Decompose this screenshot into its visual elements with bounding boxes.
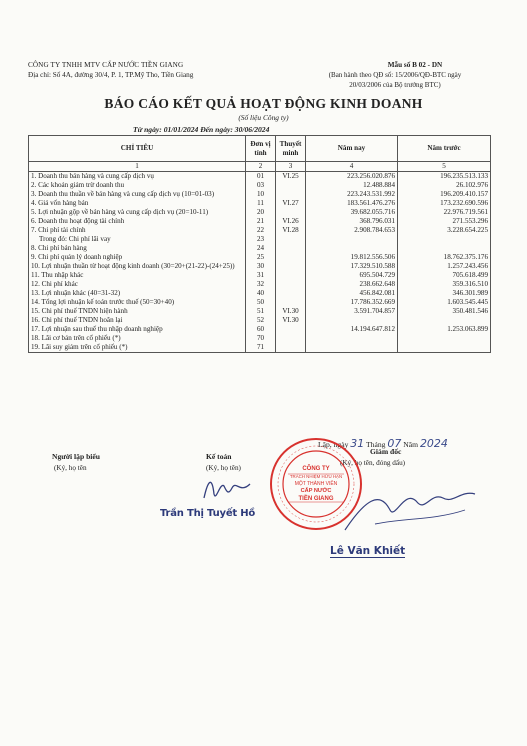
company-name: CÔNG TY TNHH MTV CẤP NƯỚC TIỀN GIANG [28, 61, 184, 69]
header-this-year: Năm nay [306, 136, 398, 162]
row-item: 15. Chi phí thuế TNDN hiện hành [29, 307, 246, 316]
row-this-year: 14.194.647.812 [306, 325, 398, 334]
row-last-year: 346.301.989 [398, 289, 491, 298]
table-row [29, 298, 491, 307]
date-year: 2024 [419, 437, 448, 450]
accountant-signature [198, 472, 258, 506]
date-month: 07 [387, 437, 402, 450]
index-cell: 4 [306, 162, 398, 172]
row-last-year: 1.253.063.899 [398, 325, 491, 334]
row-last-year: 271.553.296 [398, 217, 491, 226]
header-last-year: Năm trước [398, 136, 491, 162]
row-note [276, 190, 306, 199]
row-item: 1. Doanh thu bán hàng và cung cấp dịch vụ [29, 172, 246, 182]
row-note [276, 271, 306, 280]
svg-text:CẤP NƯỚC: CẤP NƯỚC [300, 488, 332, 494]
company-seal-stamp [268, 436, 364, 532]
table-row [29, 208, 491, 217]
svg-text:CÔNG TY: CÔNG TY [302, 466, 330, 472]
index-cell: 1 [29, 162, 246, 172]
row-code: 24 [246, 244, 276, 253]
header-item: CHỈ TIÊU [29, 136, 246, 162]
index-cell: 3 [276, 162, 306, 172]
director-note: (Ký, họ tên, đóng dấu) [340, 459, 406, 467]
row-last-year [398, 316, 491, 325]
row-note: VI.30 [276, 316, 306, 325]
row-code: 40 [246, 289, 276, 298]
row-code: 51 [246, 307, 276, 316]
table-row [29, 334, 491, 343]
row-code: 70 [246, 334, 276, 343]
row-item: 9. Chi phí quản lý doanh nghiệp [29, 253, 246, 262]
row-item: 17. Lợi nhuận sau thuế thu nhập doanh nghiệp [29, 325, 246, 334]
date-day: 31 [350, 437, 365, 450]
row-note: VI.27 [276, 199, 306, 208]
row-item: 10. Lợi nhuận thuần từ hoạt động kinh doanh (30=20+(21-22)-(24+25)) [29, 262, 246, 271]
row-note [276, 181, 306, 190]
svg-text:MỘT THÀNH VIÊN: MỘT THÀNH VIÊN [294, 481, 338, 487]
table-row [29, 343, 491, 353]
table-row [29, 235, 491, 244]
row-this-year: 17.786.352.669 [306, 298, 398, 307]
row-note: VI.26 [276, 217, 306, 226]
row-this-year: 39.682.055.716 [306, 208, 398, 217]
row-item: 3. Doanh thu thuần về bán hàng và cung cấp dịch vụ (10=01-03) [29, 190, 246, 199]
row-last-year [398, 244, 491, 253]
row-item: 16. Chi phí thuế TNDN hoãn lại [29, 316, 246, 325]
table-row [29, 325, 491, 334]
row-code: 71 [246, 343, 276, 353]
column-index-row [29, 162, 491, 172]
row-item: 13. Lợi nhuận khác (40=31-32) [29, 289, 246, 298]
svg-text:TRÁCH NHIỆM HỮU HẠN: TRÁCH NHIỆM HỮU HẠN [289, 474, 343, 479]
report-period: Từ ngày: 01/01/2024 Đến ngày: 30/06/2024 [133, 125, 270, 134]
row-item: 19. Lãi suy giảm trên cổ phiếu (*) [29, 343, 246, 353]
row-last-year: 359.316.510 [398, 280, 491, 289]
table-row [29, 271, 491, 280]
row-this-year [306, 316, 398, 325]
table-row [29, 199, 491, 208]
row-last-year: 705.618.499 [398, 271, 491, 280]
row-code: 30 [246, 262, 276, 271]
row-item: 14. Tổng lợi nhuận kế toán trước thuế (50=30+40) [29, 298, 246, 307]
row-this-year: 456.842.081 [306, 289, 398, 298]
row-last-year: 196.235.513.133 [398, 172, 491, 182]
row-this-year: 17.329.510.588 [306, 262, 398, 271]
row-last-year: 1.257.243.456 [398, 262, 491, 271]
row-note [276, 325, 306, 334]
row-code: 11 [246, 199, 276, 208]
row-this-year: 238.662.648 [306, 280, 398, 289]
index-cell: 2 [246, 162, 276, 172]
row-item: 8. Chi phí bán hàng [29, 244, 246, 253]
row-item: Trong đó: Chi phí lãi vay [29, 235, 246, 244]
year-label: Năm [403, 440, 419, 449]
row-last-year: 350.481.546 [398, 307, 491, 316]
income-statement-table [28, 135, 491, 353]
table-row [29, 262, 491, 271]
row-last-year: 3.228.654.225 [398, 226, 491, 235]
row-item: 12. Chi phí khác [29, 280, 246, 289]
row-code: 31 [246, 271, 276, 280]
row-this-year: 12.488.884 [306, 181, 398, 190]
row-code: 50 [246, 298, 276, 307]
row-note [276, 289, 306, 298]
form-regulation-note: (Ban hành theo QĐ số: 15/2006/QĐ-BTC ngày [328, 71, 462, 79]
director-label: Giám đốc [370, 447, 402, 456]
row-code: 23 [246, 235, 276, 244]
row-code: 20 [246, 208, 276, 217]
table-row [29, 253, 491, 262]
row-this-year: 2.908.784.653 [306, 226, 398, 235]
row-note [276, 334, 306, 343]
row-item: 6. Doanh thu hoạt động tài chính [29, 217, 246, 226]
table-row [29, 280, 491, 289]
row-last-year [398, 334, 491, 343]
row-code: 52 [246, 316, 276, 325]
row-this-year: 19.812.556.506 [306, 253, 398, 262]
row-this-year: 223.243.531.992 [306, 190, 398, 199]
row-last-year: 1.603.545.445 [398, 298, 491, 307]
row-item: 11. Thu nhập khác [29, 271, 246, 280]
row-item: 7. Chi phí tài chính [29, 226, 246, 235]
row-note [276, 298, 306, 307]
row-last-year: 196.209.410.157 [398, 190, 491, 199]
row-item: 5. Lợi nhuận gộp về bán hàng và cung cấp dịch vụ (20=10-11) [29, 208, 246, 217]
table-row [29, 217, 491, 226]
table-body [29, 162, 491, 353]
row-code: 10 [246, 190, 276, 199]
svg-text:TIỀN GIANG: TIỀN GIANG [298, 496, 334, 502]
row-this-year [306, 244, 398, 253]
row-item: 2. Các khoản giảm trừ doanh thu [29, 181, 246, 190]
row-code: 01 [246, 172, 276, 182]
row-note: VI.28 [276, 226, 306, 235]
row-note [276, 244, 306, 253]
row-last-year: 18.762.375.176 [398, 253, 491, 262]
header-note: Thuyết minh [276, 136, 306, 162]
row-note: VI.30 [276, 307, 306, 316]
row-note [276, 343, 306, 353]
row-code: 21 [246, 217, 276, 226]
accountant-name: Trần Thị Tuyết Hồ [160, 508, 256, 519]
row-last-year: 26.102.976 [398, 181, 491, 190]
row-last-year [398, 343, 491, 353]
table-row [29, 181, 491, 190]
table-row [29, 289, 491, 298]
row-this-year: 223.256.020.876 [306, 172, 398, 182]
table-row [29, 307, 491, 316]
preparer-note: (Ký, họ tên [54, 464, 87, 472]
report-title: BÁO CÁO KẾT QUẢ HOẠT ĐỘNG KINH DOANH [104, 96, 423, 111]
table-row [29, 190, 491, 199]
month-label: Tháng [366, 440, 386, 449]
row-this-year: 183.561.476.276 [306, 199, 398, 208]
table-row [29, 226, 491, 235]
row-note [276, 280, 306, 289]
row-item: 4. Giá vốn hàng bán [29, 199, 246, 208]
row-note [276, 208, 306, 217]
row-this-year: 695.504.729 [306, 271, 398, 280]
row-this-year [306, 334, 398, 343]
index-cell: 5 [398, 162, 491, 172]
company-address: Địa chỉ: Số 4A, đường 30/4, P. 1, TP.Mỹ Tho, Tiền Giang [28, 71, 194, 79]
director-name: Lê Văn Khiết [330, 545, 406, 557]
table-row [29, 172, 491, 182]
table-row [29, 244, 491, 253]
row-code: 03 [246, 181, 276, 190]
row-note [276, 262, 306, 271]
form-code: Mẫu số B 02 - DN [387, 61, 443, 69]
accountant-note: (Ký, họ tên) [206, 464, 241, 472]
row-last-year: 173.232.690.596 [398, 199, 491, 208]
row-code: 32 [246, 280, 276, 289]
row-note [276, 253, 306, 262]
row-item: 18. Lãi cơ bản trên cổ phiếu (*) [29, 334, 246, 343]
row-note: VI.25 [276, 172, 306, 182]
row-code: 60 [246, 325, 276, 334]
header-code: Đơn vị tính [246, 136, 276, 162]
row-code: 25 [246, 253, 276, 262]
row-this-year: 3.591.704.857 [306, 307, 398, 316]
report-subtitle: (Số liệu Công ty) [238, 113, 289, 122]
row-this-year [306, 235, 398, 244]
accountant-label: Kế toán [206, 452, 232, 461]
table-row [29, 316, 491, 325]
row-this-year [306, 343, 398, 353]
date-prefix: Lập, ngày [318, 440, 349, 449]
preparer-label: Người lập biểu [52, 452, 101, 461]
row-last-year [398, 235, 491, 244]
row-code: 22 [246, 226, 276, 235]
form-regulation-note-2: 20/03/2006 của Bộ trưởng BTC) [349, 81, 441, 89]
row-note [276, 235, 306, 244]
row-this-year: 368.796.031 [306, 217, 398, 226]
row-last-year: 22.976.719.561 [398, 208, 491, 217]
